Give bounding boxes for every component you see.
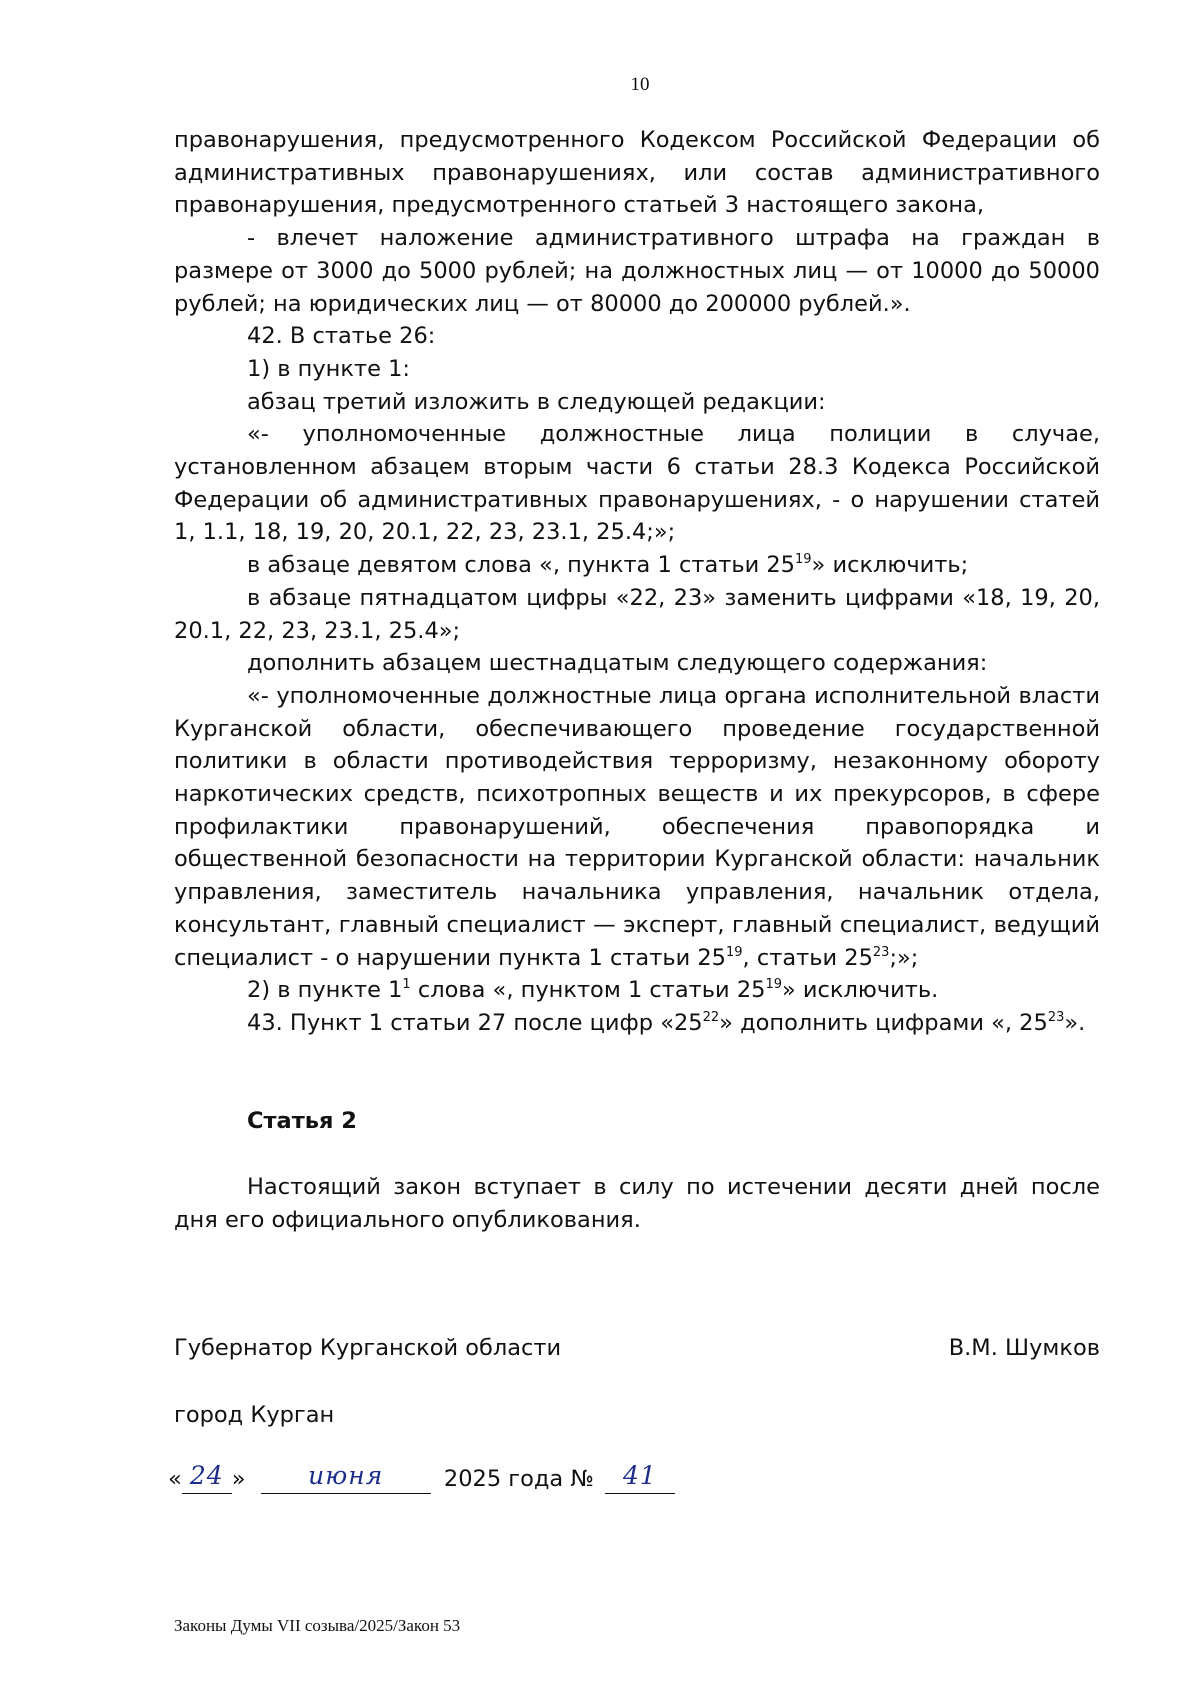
footer-reference: Законы Думы VII созыва/2025/Закон 53 — [174, 1616, 461, 1635]
paragraph-10-text-a: «- уполномоченные должностные лица органа исполнительной власти Курганской области, обеспечивающего проведение государственной политики в области противодействия терроризму, незаконному обороту наркотических средств, психотропных веществ и их прекурсоров, в сфере профилактики правонарушений, обеспечения правопорядка и общественной безопасности на территории Курганской области: начальник управления, заместитель начальника управления, начальник отдела, консультант, главный специалист — эксперт, главный специалист, ведущий специалист - о нарушении пункта 1 статьи 25 — [174, 682, 1100, 971]
close-quote: » — [231, 1466, 246, 1492]
article-heading: Статья 2 — [247, 1108, 357, 1134]
superscript: 23 — [1047, 1009, 1065, 1025]
amendment-text — [174, 124, 1100, 1040]
paragraph-10-text-b: , статьи 25 — [742, 944, 873, 971]
paragraph-7-text-b: » исключить; — [811, 552, 969, 579]
open-quote: « — [168, 1466, 182, 1492]
superscript: 19 — [765, 977, 783, 993]
signer-title: Губернатор Курганской области — [174, 1335, 562, 1361]
handwritten-day: 24 — [189, 1461, 224, 1490]
paragraph-12-text-c: ». — [1064, 1009, 1086, 1036]
paragraph-11-text-c: » исключить. — [782, 977, 939, 1004]
page-number: 10 — [630, 74, 650, 95]
city: город Курган — [174, 1402, 335, 1428]
day-blank — [182, 1461, 232, 1494]
paragraph-7-text-a: в абзаце девятом слова «, пункта 1 статьи 25 — [247, 552, 795, 579]
paragraph-3: 42. В статье 26: — [247, 323, 436, 350]
superscript: 23 — [872, 944, 890, 960]
year-text: 2025 года № — [443, 1466, 594, 1492]
paragraph-1: правонарушения, предусмотренного Кодексом Российской Федерации об административных правонарушениях, или состав административного правонарушения, предусмотренного статьей 3 настоящего закона, — [174, 127, 1100, 219]
handwritten-number: 41 — [623, 1461, 657, 1490]
superscript: 19 — [726, 944, 743, 960]
signer-name: В.М. Шумков — [948, 1335, 1100, 1361]
article-body — [174, 1171, 1100, 1236]
paragraph-12-text-a: 43. Пункт 1 статьи 27 после цифр «25 — [247, 1009, 703, 1036]
paragraph-10-text-c: ;»; — [889, 944, 919, 971]
date-line — [168, 1461, 675, 1494]
superscript: 19 — [795, 552, 812, 568]
paragraph-2: - влечет наложение административного штрафа на граждан в размере от 3000 до 5000 рублей; на должностных лиц — от 10000 до 50000 рублей; на юридических лиц — от 80000 до 200000 рублей.». — [174, 225, 1100, 317]
paragraph-5: абзац третий изложить в следующей редакции: — [247, 388, 826, 415]
paragraph-10 — [174, 680, 1100, 974]
superscript: 22 — [702, 1009, 720, 1025]
paragraph-4: 1) в пункте 1: — [247, 355, 410, 382]
paragraph-12 — [174, 1007, 1100, 1040]
superscript: 1 — [402, 977, 411, 993]
number-blank — [605, 1461, 675, 1494]
paragraph-7 — [174, 549, 1100, 582]
article-text: Настоящий закон вступает в силу по истечении десяти дней после дня его официального опубликования. — [174, 1174, 1100, 1233]
paragraph-11-text-a: 2) в пункте 1 — [247, 977, 403, 1004]
paragraph-6: «- уполномоченные должностные лица полиции в случае, установленном абзацем вторым части 6 статьи 28.3 Кодекса Российской Федерации об административных правонарушениях, - о нарушении статей 1, 1.1, 18, 19, 20, 20.1, 22, 23, 23.1, 25.4;»; — [174, 421, 1100, 546]
paragraph-11 — [174, 974, 1100, 1007]
paragraph-8: в абзаце пятнадцатом цифры «22, 23» заменить цифрами «18, 19, 20, 20.1, 22, 23, 23.1, 25.4»; — [174, 584, 1100, 644]
paragraph-12-text-b: » дополнить цифрами «, 25 — [719, 1009, 1048, 1036]
month-blank — [261, 1461, 431, 1494]
handwritten-month: июня — [308, 1461, 384, 1490]
paragraph-11-text-b: слова «, пунктом 1 статьи 25 — [410, 977, 766, 1004]
paragraph-9: дополнить абзацем шестнадцатым следующего содержания: — [247, 650, 988, 677]
